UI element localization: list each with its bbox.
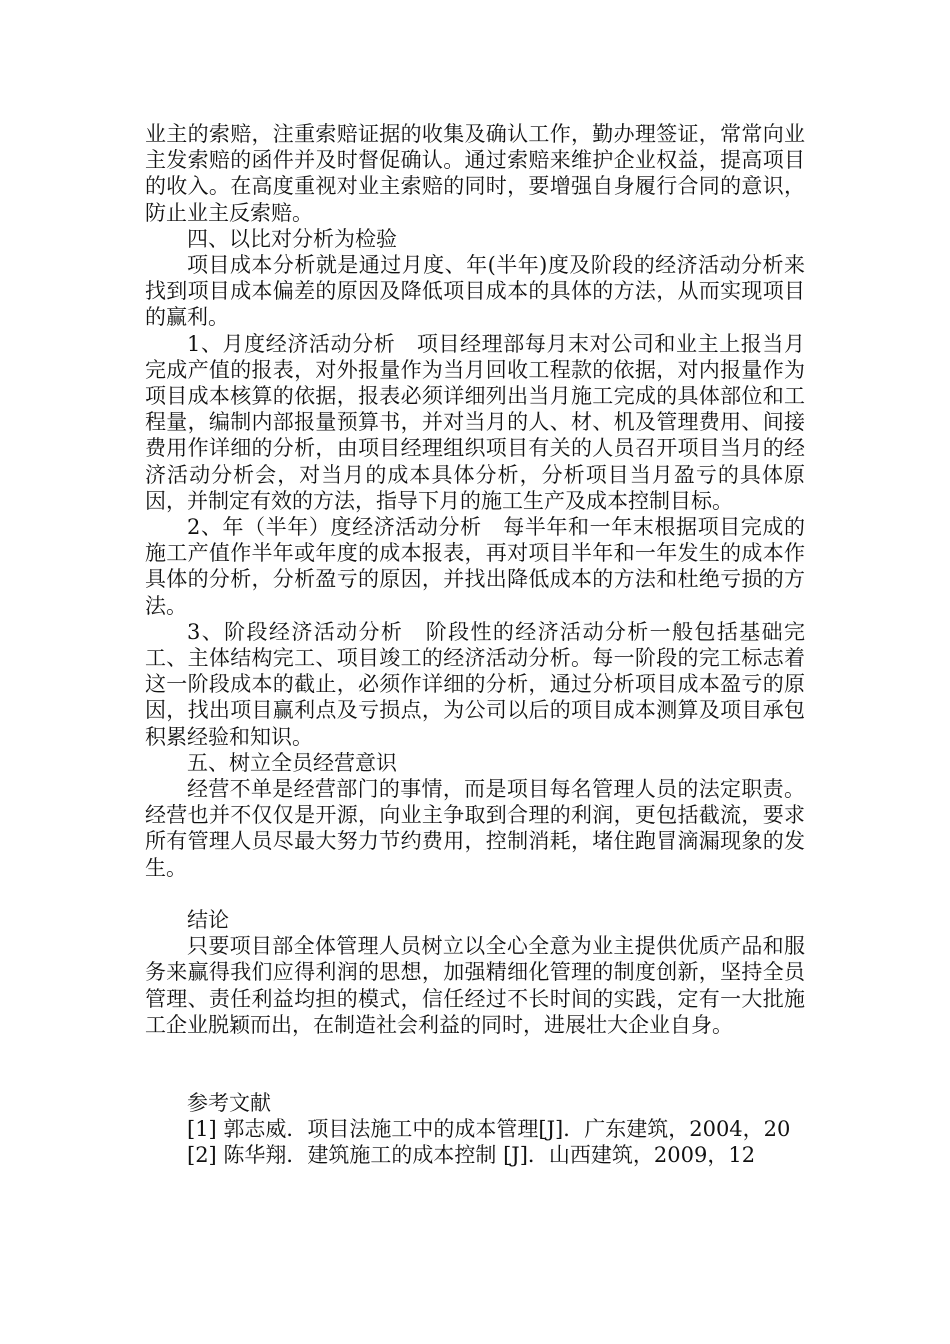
references-heading: 参考文献 xyxy=(187,1090,271,1115)
spacer xyxy=(145,881,805,907)
paragraph-claims: 业主的索赔，注重索赔证据的收集及确认工作，勤办理签证，常常向业主发索赔的函件并及时督促确认。通过索赔来维护企业权益，提高项目的收入。在高度重视对业主索赔的同时，要增强自身履行合同的意识，防止业主反索赔。 xyxy=(145,122,805,225)
spacer xyxy=(145,1038,805,1090)
reference-item-2: [2] 陈华翔．建筑施工的成本控制 [J]．山西建筑，2009，12 xyxy=(187,1143,756,1168)
section-heading-5: 五、树立全员经营意识 xyxy=(187,750,397,775)
reference-item-1: [1] 郭志威．项目法施工中的成本管理[J]．广东建筑，2004，20 xyxy=(187,1117,791,1142)
paragraph-cost-analysis: 项目成本分析就是通过月度、年(半年)度及阶段的经济活动分析来找到项目成本偏差的原因及降低项目成本的具体的方法，从而实现项目的赢利。 xyxy=(145,253,805,330)
section-heading-4: 四、以比对分析为检验 xyxy=(187,226,397,251)
document-body xyxy=(145,121,805,1169)
paragraph-conclusion: 只要项目部全体管理人员树立以全心全意为业主提供优质产品和服务来赢得我们应得利润的思想，加强精细化管理的制度创新，坚持全员管理、责任利益均担的模式，信任经过不长时间的实践，定有一大批施工企业脱颖而出，在制造社会利益的同时，进展壮大企业自身。 xyxy=(145,934,805,1037)
paragraph-stage-analysis: 3、阶段经济活动分析 阶段性的经济活动分析一般包括基础完工、主体结构完工、项目竣工的经济活动分析。每一阶段的完工标志着这一阶段成本的截止，必须作详细的分析，通过分析项目成本盈亏的原因，找出项目赢利点及亏损点，为公司以后的项目成本测算及项目承包积累经验和知识。 xyxy=(145,619,805,749)
paragraph-management-awareness: 经营不单是经营部门的事情，而是项目每名管理人员的法定职责。经营也并不仅仅是开源，向业主争取到合理的利润，更包括截流，要求所有管理人员尽最大努力节约费用，控制消耗，堵住跑冒滴漏现象的发生。 xyxy=(145,777,805,880)
conclusion-heading: 结论 xyxy=(187,907,229,932)
paragraph-monthly-analysis: 1、月度经济活动分析 项目经理部每月末对公司和业主上报当月完成产值的报表，对外报量作为当月回收工程款的依据，对内报量作为项目成本核算的依据，报表必须详细列出当月施工完成的具体部位和工程量，编制内部报量预算书，并对当月的人、材、机及管理费用、间接费用作详细的分析，由项目经理组织项目有关的人员召开项目当月的经济活动分析会，对当月的成本具体分析，分析项目当月盈亏的具体原因，并制定有效的方法，指导下月的施工生产及成本控制目标。 xyxy=(145,331,805,513)
paragraph-annual-analysis: 2、年（半年）度经济活动分析 每半年和一年末根据项目完成的施工产值作半年或年度的成本报表，再对项目半年和一年发生的成本作具体的分析，分析盈亏的原因，并找出降低成本的方法和杜绝亏损的方法。 xyxy=(145,515,805,618)
